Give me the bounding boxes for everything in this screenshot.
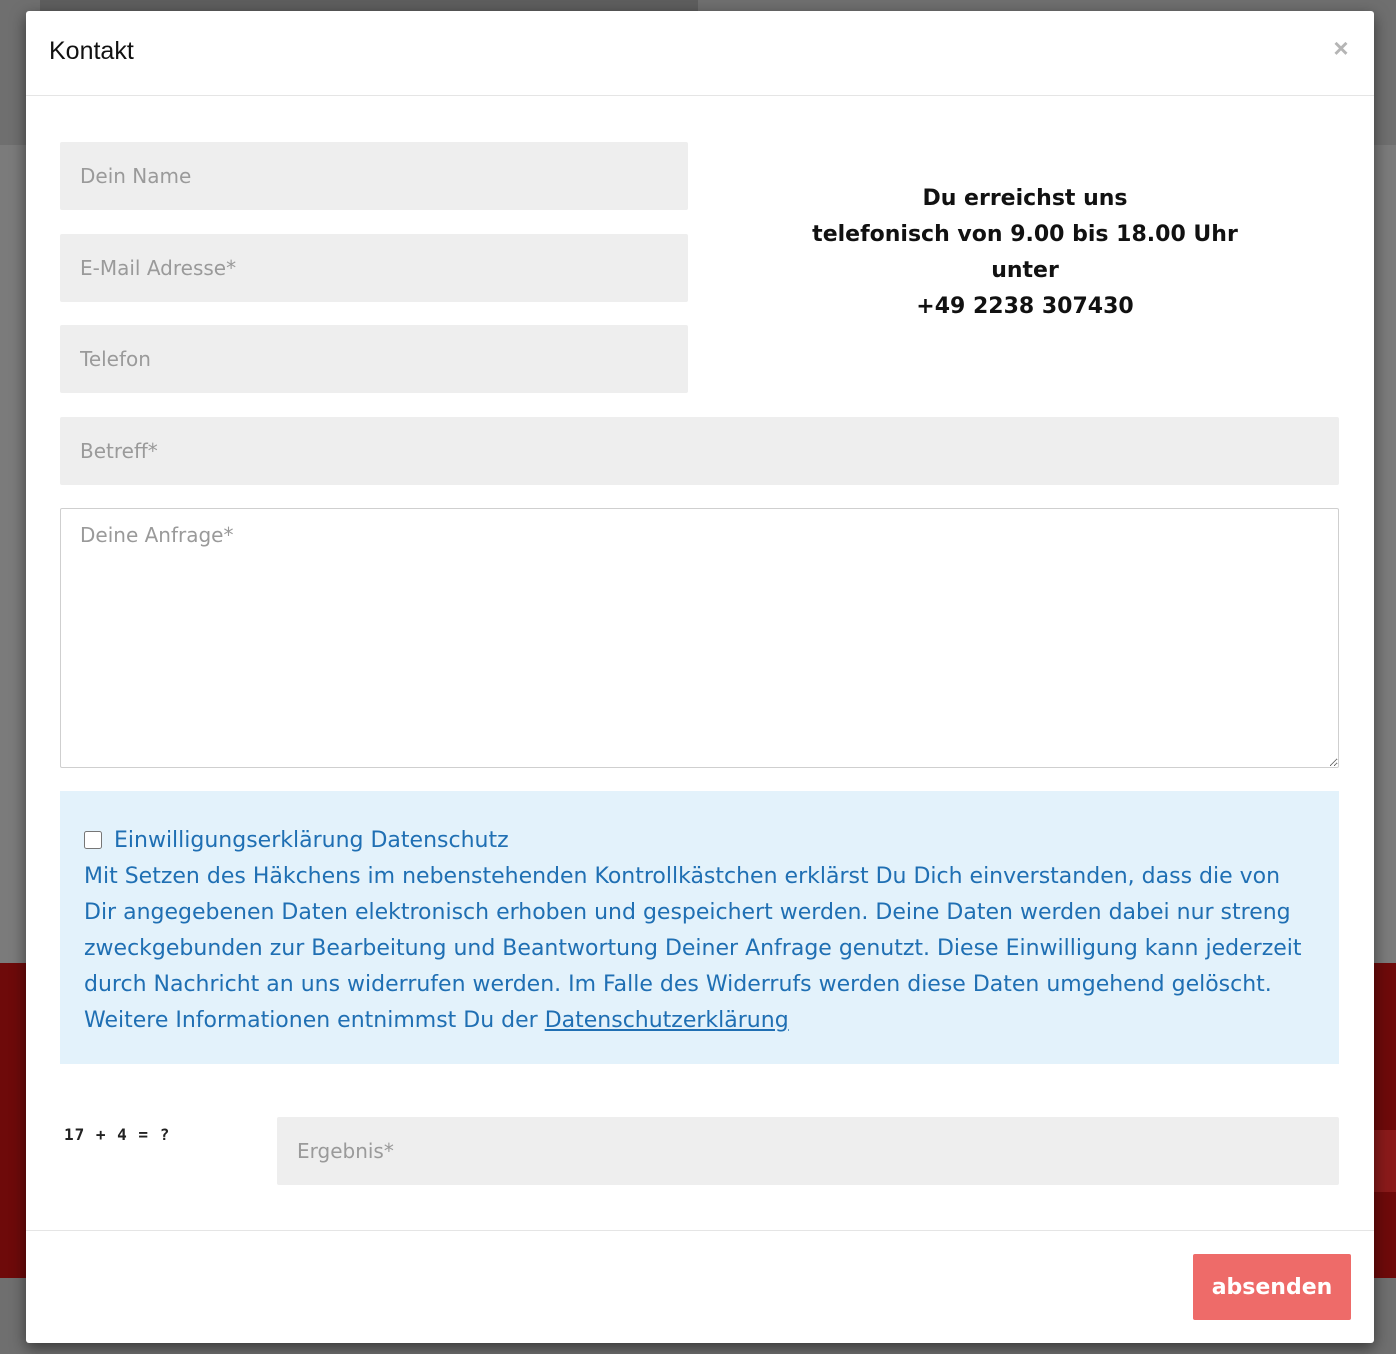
- subject-input[interactable]: [60, 417, 1339, 485]
- message-textarea[interactable]: [60, 508, 1339, 768]
- phone-input[interactable]: [60, 325, 688, 393]
- privacy-policy-link[interactable]: Datenschutzerklärung: [544, 1008, 789, 1033]
- contact-line-1: Du erreichst uns: [922, 186, 1128, 211]
- contact-info: [786, 181, 1264, 325]
- captcha-result-input[interactable]: [277, 1117, 1339, 1185]
- consent-title: Einwilligungserklärung Datenschutz: [114, 828, 509, 853]
- captcha-question: 17 + 4 = ?: [64, 1125, 171, 1144]
- modal-footer: [26, 1230, 1374, 1344]
- modal-title: Kontakt: [49, 37, 134, 65]
- submit-button[interactable]: absenden: [1193, 1254, 1351, 1320]
- modal-header: [26, 11, 1374, 96]
- consent-text: Mit Setzen des Häkchens im nebenstehenden Kontrollkästchen erklärst Du Dich einverstanden, dass die von Dir angegebenen Daten elektronisch erhoben und gespeichert werden. Deine Daten werden dabei nur streng zweckgebunden zur Bearbeitung und Beantwortung Deiner Anfrage genutzt. Diese Einwilligung kann jederzeit durch Nachricht an uns widerrufen werden. Im Falle des Widerrufs werden diese Daten umgehend gelöscht. Weitere Informationen entnimmst Du der: [84, 864, 1302, 1033]
- consent-box: [60, 791, 1339, 1064]
- name-input[interactable]: [60, 142, 688, 210]
- close-icon[interactable]: ×: [1333, 33, 1349, 63]
- background-banner-button: [1374, 1130, 1396, 1192]
- consent-checkbox[interactable]: [84, 831, 102, 849]
- contact-modal: [26, 11, 1374, 1343]
- contact-line-2: telefonisch von 9.00 bis 18.00 Uhr unter: [812, 222, 1238, 283]
- email-input[interactable]: [60, 234, 688, 302]
- contact-phone: +49 2238 307430: [916, 294, 1134, 319]
